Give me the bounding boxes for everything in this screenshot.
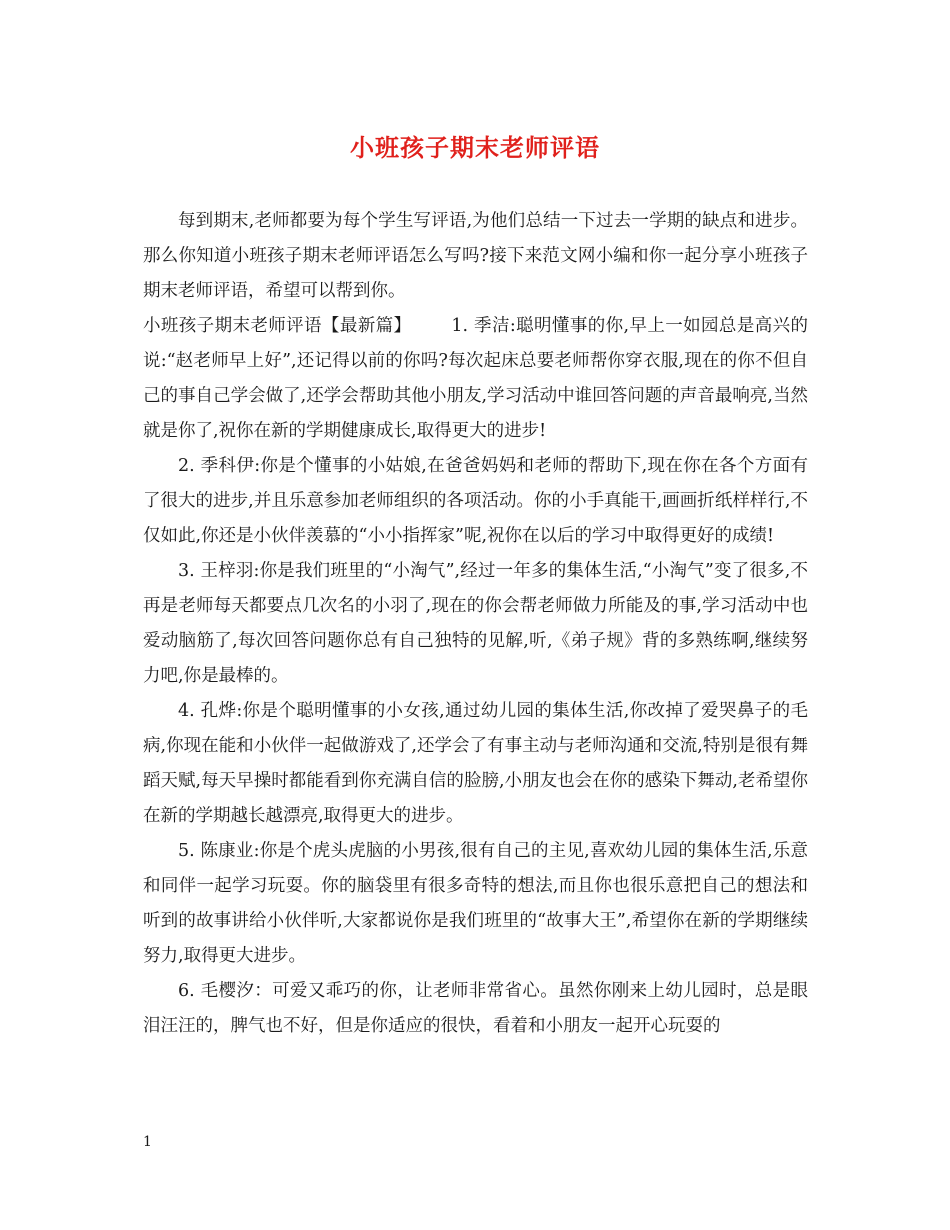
comment-paragraph-1: 1. 季洁:聪明懂事的你,早上一如园总是高兴的说:“赵老师早上好”,还记得以前的你吗?每次起床总要老师帮你穿衣服,现在的你不但自己的事自己学会做了,还学会帮助其他小朋友,学习活动中谁回答问题的声音最响亮,当然就是你了,祝你在新的学期健康成长,取得更大的进步! <box>143 316 808 441</box>
intro-paragraph: 每到期末,老师都要为每个学生写评语,为他们总结一下过去一学期的缺点和进步。那么你知道小班孩子期末老师评语怎么写吗?接下来范文网小编和你一起分享小班孩子期末老师评语，希望可以帮到你。 <box>143 211 808 301</box>
comment-paragraph-5: 5. 陈康业:你是个虎头虎脑的小男孩,很有自己的主见,喜欢幼儿园的集体生活,乐意和同伴一起学习玩耍。你的脑袋里有很多奇特的想法,而且你也很乐意把自己的想法和听到的故事讲给小伙伴听,大家都说你是我们班里的“故事大王”,希望你在新的学期继续努力,取得更大进步。 <box>143 841 808 966</box>
document-body <box>143 204 808 1044</box>
comment-paragraph-4: 4. 孔烨:你是个聪明懂事的小女孩,通过幼儿园的集体生活,你改掉了爱哭鼻子的毛病,你现在能和小伙伴一起做游戏了,还学会了有事主动与老师沟通和交流,特别是很有舞蹈天赋,每天早操时都能看到你充满自信的脸膀,小朋友也会在你的感染下舞动,老希望你在新的学期越长越漂亮,取得更大的进步。 <box>143 701 808 826</box>
section-heading: 小班孩子期末老师评语【最新篇】 <box>143 316 412 336</box>
comment-paragraph-6: 6. 毛樱汐：可爱又乖巧的你，让老师非常省心。虽然你刚来上幼儿园时，总是眼泪汪汪的，脾气也不好，但是你适应的很快，看着和小朋友一起开心玩耍的 <box>143 981 808 1036</box>
comment-paragraph-3: 3. 王梓羽:你是我们班里的“小淘气”,经过一年多的集体生活,“小淘气”变了很多,不再是老师每天都要点几次名的小羽了,现在的你会帮老师做力所能及的事,学习活动中也爱动脑筋了,每次回答问题你总有自己独特的见解,听,《弟子规》背的多熟练啊,继续努力吧,你是最棒的。 <box>143 561 808 686</box>
comment-paragraph-2: 2. 季科伊:你是个懂事的小姑娘,在爸爸妈妈和老师的帮助下,现在你在各个方面有了很大的进步,并且乐意参加老师组织的各项活动。你的小手真能干,画画折纸样样行,不仅如此,你还是小伙伴羡慕的“小小指挥家”呢,祝你在以后的学习中取得更好的成绩! <box>143 456 808 546</box>
page-number: 1 <box>143 1134 152 1150</box>
document-title: 小班孩子期末老师评语 <box>350 133 600 162</box>
section-paragraph <box>143 309 808 449</box>
